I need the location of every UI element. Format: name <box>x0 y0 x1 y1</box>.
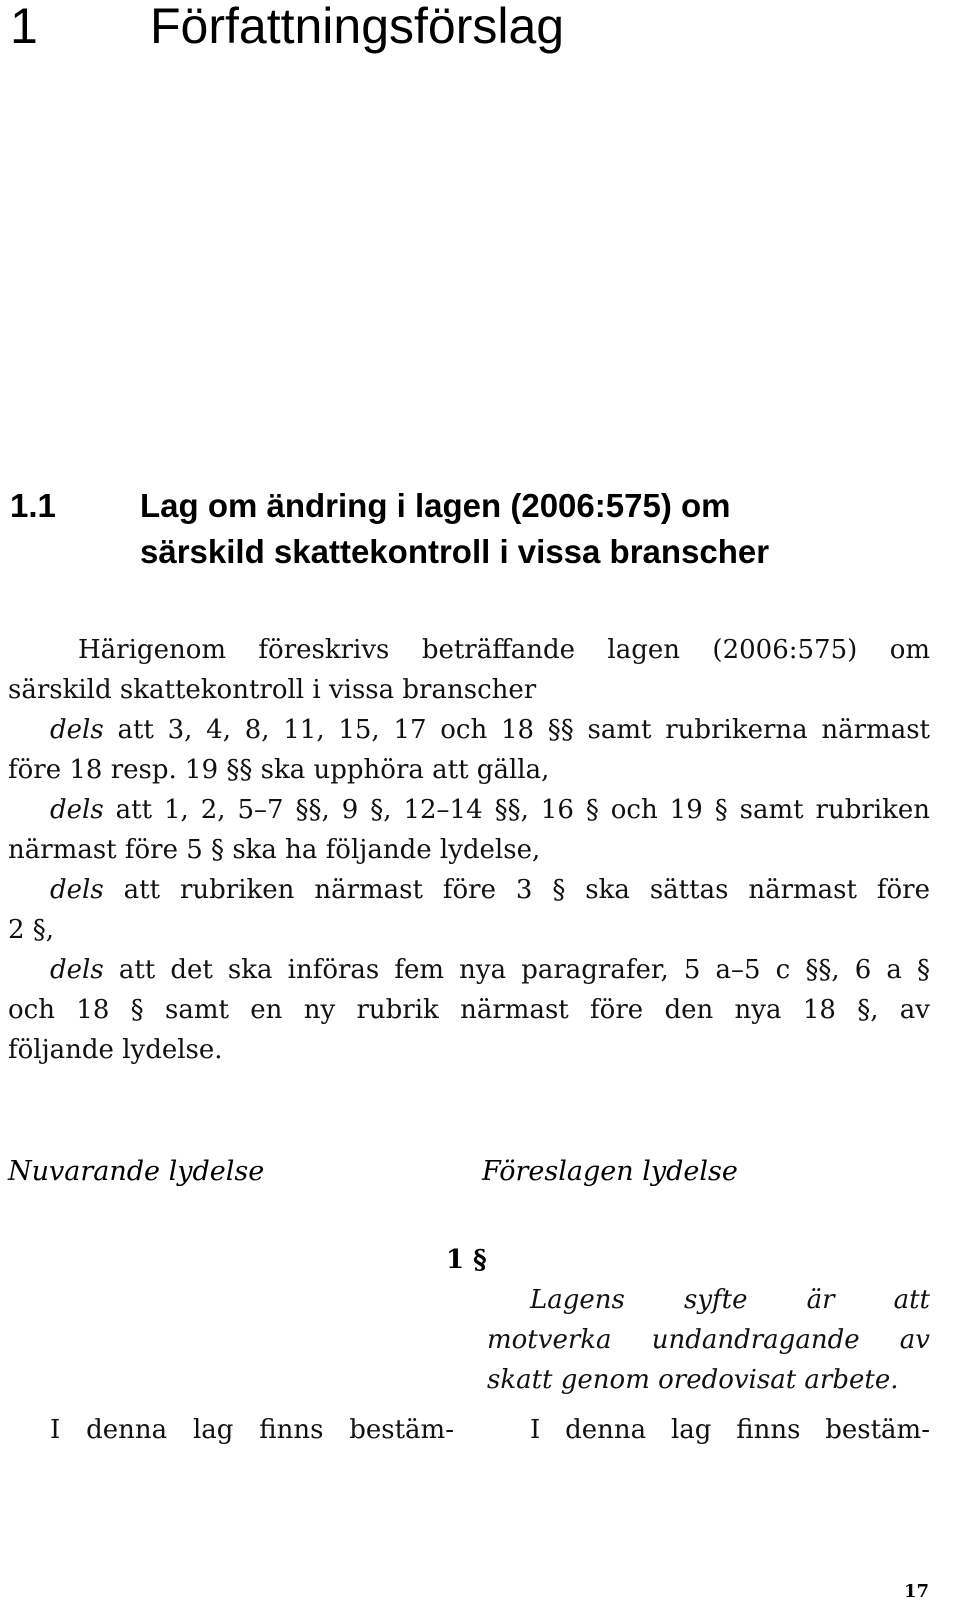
proposed-line-2: motverka undandragande av <box>487 1325 930 1355</box>
chapter-title: Författningsförslag <box>150 0 565 54</box>
page-number: 17 <box>904 1581 930 1602</box>
proposed-line-1: Lagens syfte är att <box>530 1285 930 1315</box>
intro-line-7: dels att rubriken närmast före 3 § ska sättas närmast före <box>50 875 930 905</box>
proposed-continuation-line: I denna lag finns bestäm- <box>530 1415 930 1445</box>
intro-line-1: Härigenom föreskrivs beträffande lagen (2006:575) om <box>78 635 930 665</box>
chapter-number: 1 <box>10 0 38 54</box>
intro-line-5: dels att 1, 2, 5–7 §§, 9 §, 12–14 §§, 16 § och 19 § samt rubriken <box>50 795 930 825</box>
intro-line-4: före 18 resp. 19 §§ ska upphöra att gälla, <box>8 755 550 785</box>
proposed-wording-heading: Föreslagen lydelse <box>482 1156 738 1187</box>
section-title-line-2: särskild skattekontroll i vissa branscher <box>140 533 770 570</box>
current-wording-heading: Nuvarande lydelse <box>8 1156 265 1187</box>
paragraph-marker: 1 § <box>446 1245 487 1275</box>
intro-line-9: dels att det ska införas fem nya paragrafer, 5 a–5 c §§, 6 a § <box>50 955 930 985</box>
intro-line-10: och 18 § samt en ny rubrik närmast före den nya 18 §, av <box>8 995 930 1025</box>
intro-line-11: följande lydelse. <box>8 1035 223 1065</box>
intro-line-3: dels att 3, 4, 8, 11, 15, 17 och 18 §§ samt rubrikerna närmast <box>50 715 930 745</box>
intro-line-8: 2 §, <box>8 915 55 945</box>
current-continuation-line: I denna lag finns bestäm- <box>50 1415 454 1445</box>
intro-line-2: särskild skattekontroll i vissa branscher <box>8 675 537 705</box>
intro-line-6: närmast före 5 § ska ha följande lydelse, <box>8 835 541 865</box>
section-title-line-1: Lag om ändring i lagen (2006:575) om <box>140 487 731 524</box>
section-number: 1.1 <box>10 487 56 524</box>
proposed-line-3: skatt genom oredovisat arbete. <box>487 1365 899 1395</box>
